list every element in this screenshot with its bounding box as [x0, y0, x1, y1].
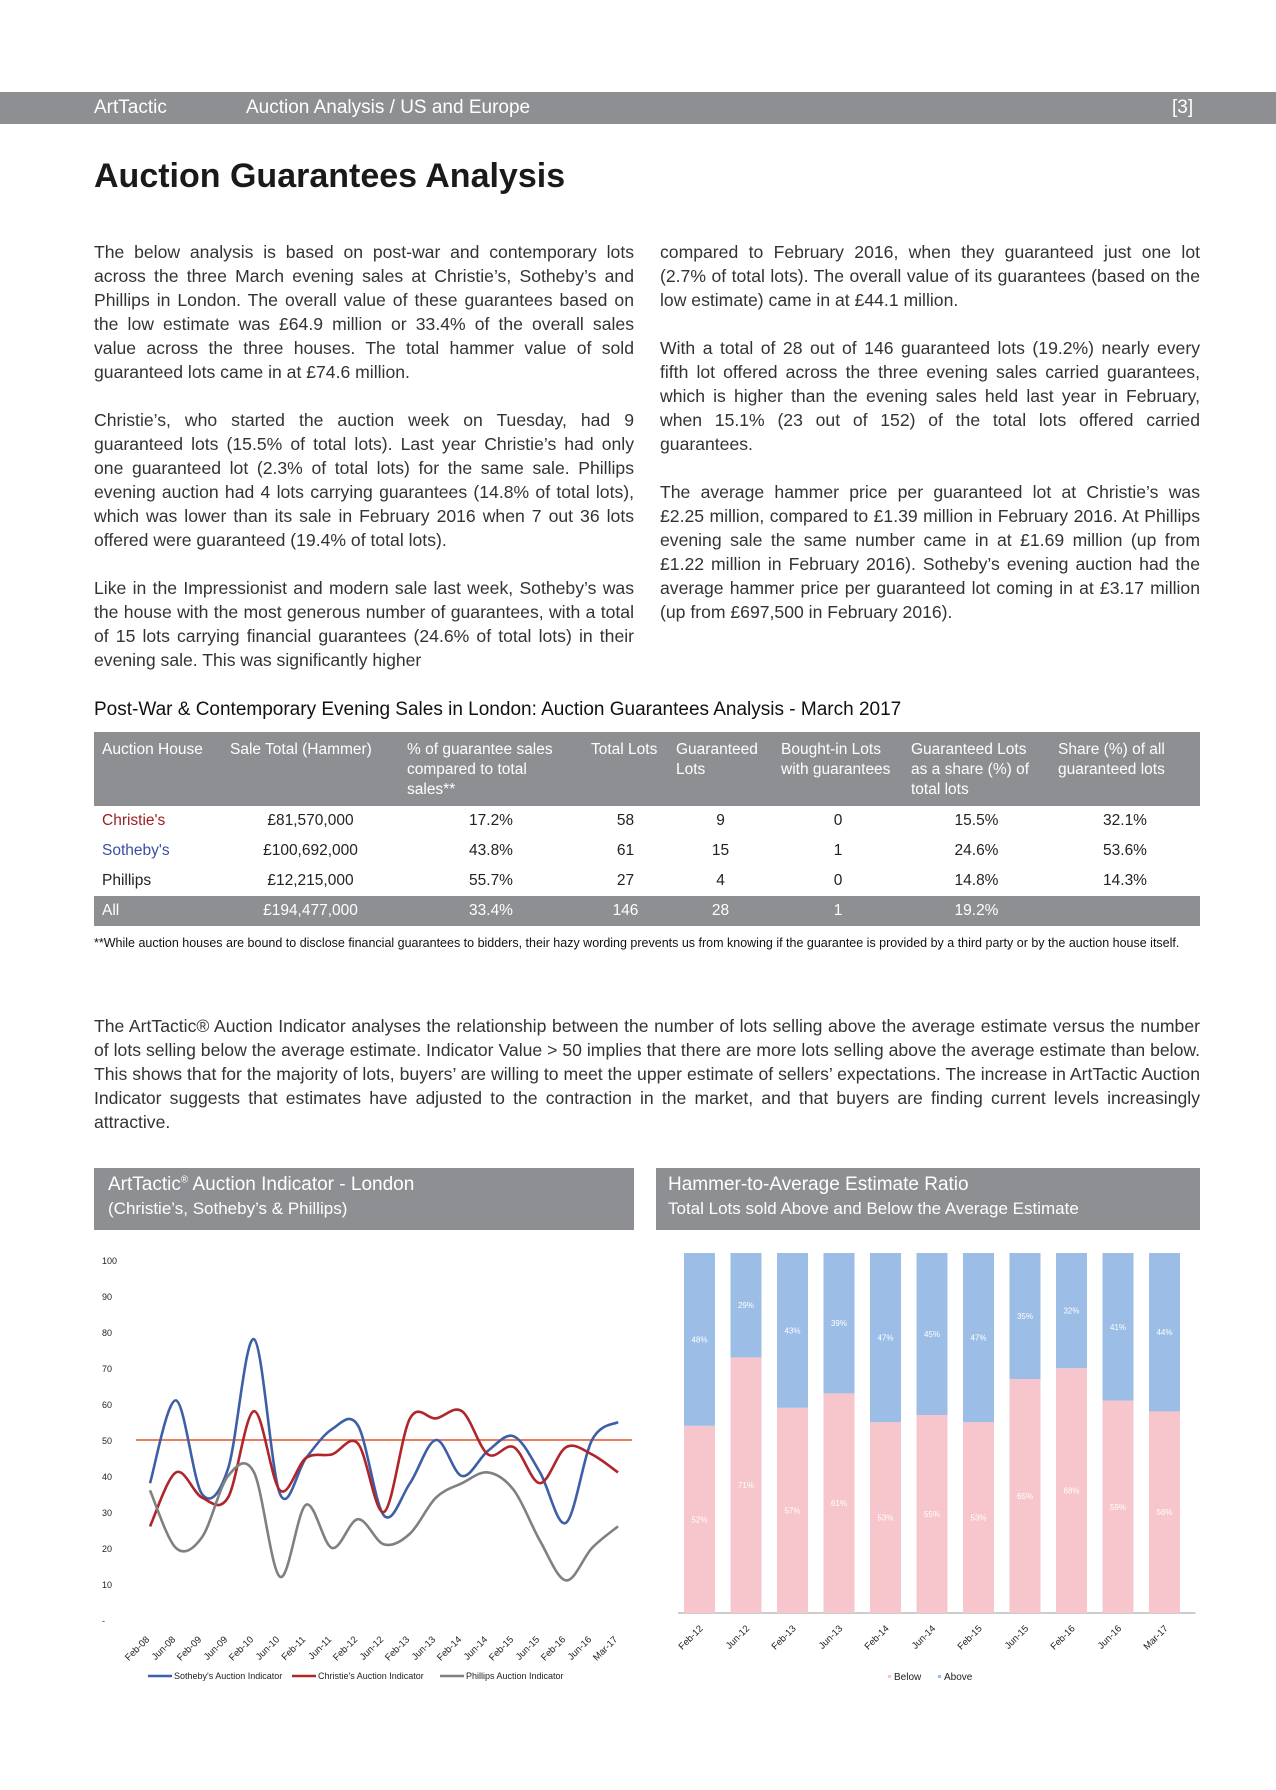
series-line	[150, 1410, 618, 1527]
x-tick-label: Jun-14	[461, 1634, 491, 1663]
x-tick-label: Feb-16	[539, 1634, 569, 1664]
table-cell: 15.5%	[954, 812, 999, 829]
table-cell	[1050, 896, 1200, 926]
chart2-title: Hammer-to-Average Estimate Ratio	[668, 1174, 969, 1195]
legend-label: Phillips Auction Indicator	[466, 1671, 564, 1681]
x-tick-label: Feb-12	[676, 1623, 706, 1653]
y-tick-label: 90	[102, 1292, 113, 1302]
bar-value-label: 32%	[1063, 1306, 1080, 1316]
table-cell: 55.7%	[469, 872, 513, 889]
bar-value-label: 44%	[1156, 1328, 1173, 1338]
table-row	[94, 806, 1200, 836]
table-cell: 15	[711, 842, 730, 859]
bar-value-label: 65%	[1016, 1492, 1034, 1501]
legend-label: Below	[894, 1672, 922, 1683]
legend-label: Above	[944, 1672, 973, 1683]
table-cell: 1	[773, 896, 903, 926]
table-cell: 4	[716, 872, 725, 889]
legend-swatch	[888, 1675, 891, 1678]
table-cell: 53.6%	[1103, 842, 1147, 859]
bar-value-label: 47%	[877, 1333, 894, 1343]
column-header: Guaranteed Lots as a share (%) of total lots	[903, 732, 1050, 806]
table-cell: 19.2%	[903, 896, 1050, 926]
guarantees-table	[94, 732, 1200, 926]
paragraph: The below analysis is based on post-war and contemporary lots across the three March evening sales at Christie’s, Sotheby’s and Phillips in London. The overall value of these guarantees based on the low estimate was £64.9 million or 33.4% of the overall sales value across the three houses. The total hammer value of sold guaranteed lots came in at £74.6 million.	[94, 242, 634, 382]
table-row	[94, 866, 1200, 896]
table-cell: 0	[833, 812, 843, 829]
table-cell: £100,692,000	[263, 842, 358, 859]
x-tick-label: Jun-12	[723, 1623, 753, 1652]
x-tick-label: Jun-10	[253, 1634, 283, 1663]
bar-value-label: 45%	[923, 1330, 941, 1339]
bar-value-label: 53%	[970, 1513, 987, 1523]
x-tick-label: Jun-15	[513, 1634, 543, 1663]
x-tick-label: Feb-13	[769, 1623, 799, 1653]
auction-house-cell: Phillips	[102, 872, 152, 889]
table-cell: 14.8%	[954, 872, 999, 889]
paragraph: compared to February 2016, when they guaranteed just one lot (2.7% of total lots). The overall value of its guarantees (based on the low estimate) came in at £44.1 million.	[660, 242, 1200, 310]
x-tick-label: Jun-16	[565, 1634, 595, 1663]
x-tick-label: Feb-14	[435, 1634, 465, 1664]
x-tick-label: Feb-10	[227, 1634, 257, 1664]
x-tick-label: Feb-15	[955, 1623, 985, 1653]
x-tick-label: Feb-08	[123, 1634, 153, 1664]
table-cell: 61	[616, 842, 635, 859]
column-header: Share (%) of all guaranteed lots	[1050, 732, 1200, 806]
chart2-header	[656, 1168, 1200, 1230]
table-cell: £81,570,000	[267, 812, 354, 829]
table-cell: 27	[616, 872, 635, 889]
page-title: Auction Guarantees Analysis	[94, 157, 566, 195]
paragraph: Like in the Impressionist and modern sale last week, Sotheby’s was the house with the most generous number of guarantees, with a total of 15 lots carrying financial guarantees (24.6% of total lots) in their evening sale. This was significantly higher	[94, 578, 634, 670]
bar-value-label: 55%	[923, 1510, 941, 1519]
x-tick-label: Jun-11	[306, 1634, 335, 1663]
x-tick-label: Jun-14	[909, 1623, 939, 1652]
brand-label: ArtTactic	[94, 97, 167, 118]
table-cell: 146	[583, 896, 668, 926]
x-tick-label: Jun-08	[149, 1634, 179, 1663]
x-tick-label: Feb-15	[487, 1634, 517, 1664]
x-tick-label: Feb-13	[383, 1634, 413, 1664]
x-tick-label: Jun-16	[1095, 1623, 1125, 1652]
paragraph: With a total of 28 out of 146 guaranteed lots (19.2%) nearly every fifth lot offered across the three evening sales carried guarantees, which is higher than the evening sales held last year in February, when 15.1% (23 out of 152) of the total lots offered carried guarantees.	[660, 338, 1200, 454]
table-cell: 58	[616, 812, 635, 829]
bar-value-label: 59%	[1109, 1502, 1127, 1512]
x-tick-label: Jun-09	[201, 1634, 231, 1663]
header-bar	[0, 92, 1276, 124]
x-tick-label: Feb-16	[1048, 1623, 1078, 1653]
column-header: Guaranteed Lots	[668, 732, 773, 806]
hammer-ratio-bar-chart	[656, 1240, 1216, 1700]
bar-value-label: 57%	[784, 1506, 801, 1516]
table-header-row	[94, 732, 1200, 806]
paragraph: The average hammer price per guaranteed lot at Christie’s was £2.25 million, compared to £1.39 million in February 2016. At Phillips evening sale the same number came in at £1.69 million (up from £1.22 million in February 2016). Sotheby’s evening auction had the average hammer price per guaranteed lot coming in at £3.17 million (up from £697,500 in February 2016).	[660, 482, 1200, 622]
table-cell: 0	[833, 872, 843, 889]
table-cell: 43.8%	[469, 842, 513, 859]
x-tick-label: Jun-13	[816, 1623, 846, 1652]
y-tick-label: 50	[102, 1436, 113, 1446]
indicator-description: The ArtTactic® Auction Indicator analyses the relationship between the number of lots selling above the average estimate versus the number of lots selling below the average estimate. Indicator Value > 50 implies that there are more lots selling above the average estimate than below. This shows that for the majority of lots, buyers’ are willing to meet the upper estimate of sellers’ expectations. The increase in ArtTactic Auction Indicator suggests that estimates have adjusted to the contraction in the market, and that buyers are finding current levels increasingly attractive.	[94, 1016, 1200, 1132]
column-header: Sale Total (Hammer)	[222, 732, 399, 806]
paragraph: Christie’s, who started the auction week on Tuesday, had 9 guaranteed lots (15.5% of total lots). Last year Christie’s had only one guaranteed lot (2.3% of total lots) for the same sale. Phillips evening auction had 4 lots carrying guarantees (14.8% of total lots), which was lower than its sale in February 2016 when 7 out 36 lots offered were guaranteed (19.4% of total lots).	[94, 410, 634, 550]
table-cell: 1	[833, 842, 843, 859]
auction-house-cell: All	[94, 896, 222, 926]
bar-value-label: 41%	[1109, 1322, 1127, 1332]
y-tick-label: 10	[102, 1580, 113, 1590]
x-tick-label: Jun-13	[409, 1634, 439, 1663]
x-tick-label: Mar-17	[1141, 1623, 1171, 1653]
auction-house-cell: Sotheby's	[102, 842, 170, 859]
column-header: Auction House	[94, 732, 222, 806]
auction-house-cell: Christie's	[102, 812, 166, 829]
series-line	[150, 1463, 618, 1580]
table-cell: 24.6%	[954, 842, 999, 859]
chart1-header	[94, 1168, 634, 1230]
x-tick-label: Feb-11	[279, 1634, 309, 1663]
column-header: Bought-in Lots with guarantees	[773, 732, 903, 806]
bar-value-label: 68%	[1063, 1486, 1080, 1496]
bar-value-label: 29%	[737, 1301, 755, 1311]
column-header: % of guarantee sales compared to total sales**	[399, 732, 583, 806]
table-cell: £194,477,000	[222, 896, 399, 926]
y-tick-label: 100	[102, 1256, 118, 1266]
table-title: Post-War & Contemporary Evening Sales in London: Auction Guarantees Analysis - March 2017	[94, 699, 902, 720]
legend-label: Christie's Auction Indicator	[318, 1671, 424, 1681]
bar-value-label: 53%	[877, 1513, 894, 1523]
x-tick-label: Feb-14	[862, 1623, 892, 1653]
chart1-subtitle: (Christie’s, Sotheby’s & Phillips)	[108, 1199, 348, 1218]
y-tick-label: -	[102, 1616, 105, 1626]
table-cell: £12,215,000	[267, 872, 354, 889]
text-column-left	[94, 240, 634, 696]
y-tick-label: 80	[102, 1328, 113, 1338]
column-header: Total Lots	[583, 732, 668, 806]
legend-swatch	[938, 1675, 941, 1678]
y-tick-label: 30	[102, 1508, 113, 1518]
bar-value-label: 47%	[970, 1333, 987, 1343]
table-cell: 14.3%	[1103, 872, 1147, 889]
bar-value-label: 43%	[784, 1326, 801, 1336]
table-cell: 28	[668, 896, 773, 926]
bar-value-label: 39%	[830, 1319, 848, 1329]
text-column-right	[660, 240, 1200, 648]
x-tick-label: Mar-17	[591, 1634, 621, 1664]
y-tick-label: 70	[102, 1364, 113, 1374]
table-cell: 9	[716, 812, 725, 829]
bar-value-label: 56%	[1156, 1508, 1173, 1518]
bar-value-label: 35%	[1016, 1312, 1034, 1321]
y-tick-label: 20	[102, 1544, 113, 1554]
table-row	[94, 836, 1200, 866]
page-number: [3]	[1172, 97, 1194, 118]
chart1-title: ArtTactic® Auction Indicator - London	[108, 1174, 415, 1195]
section-label: Auction Analysis / US and Europe	[246, 97, 531, 118]
table-cell: 33.4%	[399, 896, 583, 926]
bar-value-label: 71%	[737, 1481, 755, 1491]
auction-indicator-line-chart	[80, 1240, 650, 1700]
table-cell: 17.2%	[469, 812, 513, 829]
y-tick-label: 60	[102, 1400, 113, 1410]
chart2-subtitle: Total Lots sold Above and Below the Average Estimate	[668, 1199, 1079, 1218]
legend-label: Sotheby's Auction Indicator	[174, 1671, 283, 1681]
table-footnote: **While auction houses are bound to disclose financial guarantees to bidders, their hazy wording prevents us from knowing if the guarantee is provided by a third party or by the auction house itself.	[94, 936, 1180, 950]
bar-value-label: 52%	[691, 1515, 708, 1525]
y-tick-label: 40	[102, 1472, 113, 1482]
x-tick-label: Feb-09	[175, 1634, 205, 1664]
bar-value-label: 61%	[830, 1499, 848, 1509]
x-tick-label: Feb-12	[331, 1634, 361, 1664]
x-tick-label: Jun-12	[357, 1634, 387, 1663]
table-cell: 32.1%	[1103, 812, 1147, 829]
table-total-row	[94, 896, 1200, 926]
x-tick-label: Jun-15	[1002, 1623, 1032, 1652]
bar-value-label: 48%	[691, 1335, 708, 1345]
series-line	[150, 1339, 618, 1523]
